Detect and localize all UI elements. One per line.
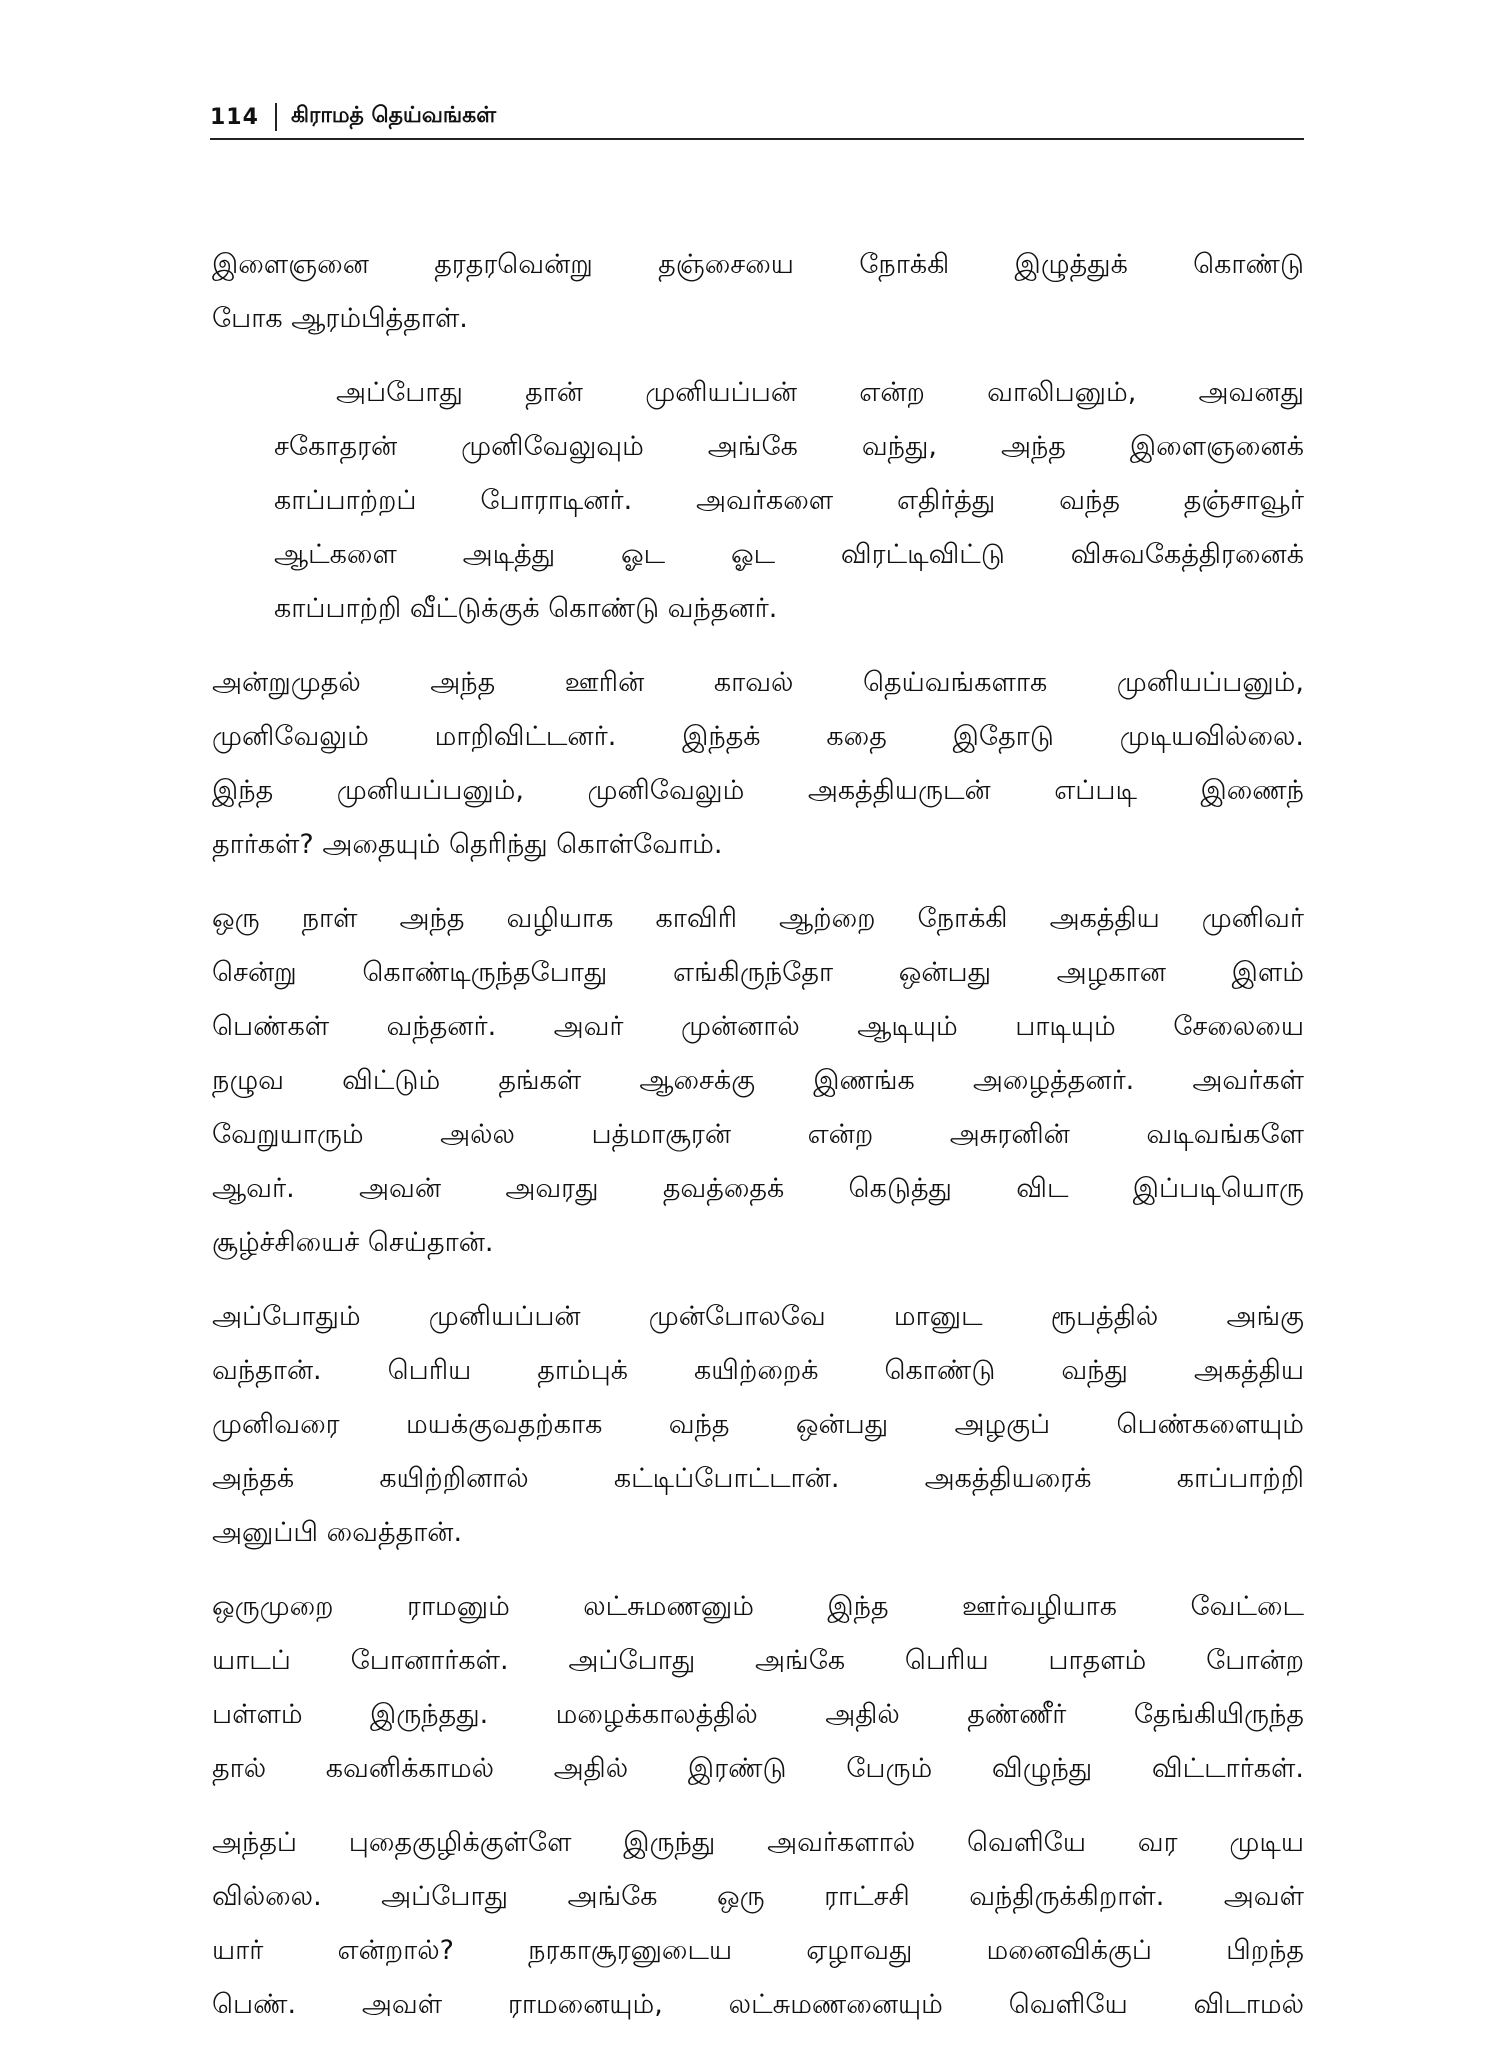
text-line: முனிவேலும் மாறிவிட்டனர். இந்தக் கதை இதோடு முடியவில்லை.	[212, 721, 1304, 752]
text-line: வந்தான். பெரிய தாம்புக் கயிற்றைக் கொண்டு வந்து அகத்திய	[212, 1355, 1304, 1386]
page-number: 114	[210, 104, 259, 130]
paragraph-5	[212, 1290, 1304, 1560]
paragraph-4	[212, 892, 1304, 1270]
body-text	[212, 238, 1304, 2052]
text-line: நழுவ விட்டும் தங்கள் ஆசைக்கு இணங்க அழைத்தனர். அவர்கள்	[212, 1065, 1304, 1096]
text-line: வேறுயாரும் அல்ல பத்மாசூரன் என்ற அசுரனின் வடிவங்களே	[212, 1119, 1304, 1150]
text-line: சென்று கொண்டிருந்தபோது எங்கிருந்தோ ஒன்பது அழகான இளம்	[212, 957, 1304, 988]
running-header	[210, 96, 1304, 140]
paragraph-6	[212, 1580, 1304, 1796]
text-line: தார்கள்? அதையும் தெரிந்து கொள்வோம்.	[212, 829, 723, 860]
paragraph-3	[212, 656, 1304, 872]
paragraph-1	[212, 238, 1304, 346]
text-line: முனிவரை மயக்குவதற்காக வந்த ஒன்பது அழகுப் பெண்களையும்	[212, 1409, 1304, 1440]
text-line: இந்த முனியப்பனும், முனிவேலும் அகத்தியருடன் எப்படி இணைந்	[212, 775, 1304, 806]
text-line: பள்ளம் இருந்தது. மழைக்காலத்தில் அதில் தண்ணீர் தேங்கியிருந்த	[212, 1699, 1304, 1730]
text-line: ஆட்களை அடித்து ஓட ஓட விரட்டிவிட்டு விசுவகேத்திரனைக்	[274, 539, 1304, 570]
text-line: யார் என்றால்? நரகாசூரனுடைய ஏழாவது மனைவிக்குப் பிறந்த	[212, 1935, 1304, 1966]
text-line: ஆவர். அவன் அவரது தவத்தைக் கெடுத்து விட இப்படியொரு	[212, 1173, 1304, 1204]
text-line: சூழ்ச்சியைச் செய்தான்.	[212, 1227, 494, 1258]
text-line: பெண்கள் வந்தனர். அவர் முன்னால் ஆடியும் பாடியும் சேலையை	[212, 1011, 1304, 1042]
text-line: இளைஞனை தரதரவென்று தஞ்சையை நோக்கி இழுத்துக் கொண்டு	[212, 249, 1304, 280]
text-line: காப்பாற்றப் போராடினர். அவர்களை எதிர்த்து வந்த தஞ்சாவூர்	[274, 485, 1304, 516]
text-line: ஒருமுறை ராமனும் லட்சுமணனும் இந்த ஊர்வழியாக வேட்டை	[212, 1591, 1304, 1622]
text-line: பெண். அவள் ராமனையும், லட்சுமணனையும் வெளியே விடாமல்	[212, 1989, 1304, 2020]
text-line: அந்தக் கயிற்றினால் கட்டிப்போட்டான். அகத்தியரைக் காப்பாற்றி	[212, 1463, 1304, 1494]
book-title: கிராமத் தெய்வங்கள்	[290, 103, 497, 128]
text-line: ஒரு நாள் அந்த வழியாக காவிரி ஆற்றை நோக்கி அகத்திய முனிவர்	[212, 903, 1304, 934]
text-line: அனுப்பி வைத்தான்.	[212, 1517, 463, 1548]
text-line: வில்லை. அப்போது அங்கே ஒரு ராட்சசி வந்திருக்கிறாள். அவள்	[212, 1881, 1304, 1912]
text-line: அந்தப் புதைகுழிக்குள்ளே இருந்து அவர்களால் வெளியே வர முடிய	[212, 1827, 1304, 1858]
text-line: தால் கவனிக்காமல் அதில் இரண்டு பேரும் விழுந்து விட்டார்கள்.	[212, 1753, 1304, 1784]
text-line: போக ஆரம்பித்தாள்.	[212, 303, 468, 334]
text-line: அப்போது தான் முனியப்பன் என்ற வாலிபனும், அவனது	[336, 377, 1304, 408]
text-line: சகோதரன் முனிவேலுவும் அங்கே வந்து, அந்த இளைஞனைக்	[274, 431, 1304, 462]
text-line: யாடப் போனார்கள். அப்போது அங்கே பெரிய பாதளம் போன்ற	[212, 1645, 1304, 1676]
text-line: காப்பாற்றி வீட்டுக்குக் கொண்டு வந்தனர்.	[274, 593, 778, 624]
text-line: அன்றுமுதல் அந்த ஊரின் காவல் தெய்வங்களாக முனியப்பனும்,	[212, 667, 1304, 698]
text-line: அப்போதும் முனியப்பன் முன்போலவே மானுட ரூபத்தில் அங்கு	[212, 1301, 1304, 1332]
header-separator	[275, 103, 277, 131]
paragraph-2	[212, 366, 1304, 636]
